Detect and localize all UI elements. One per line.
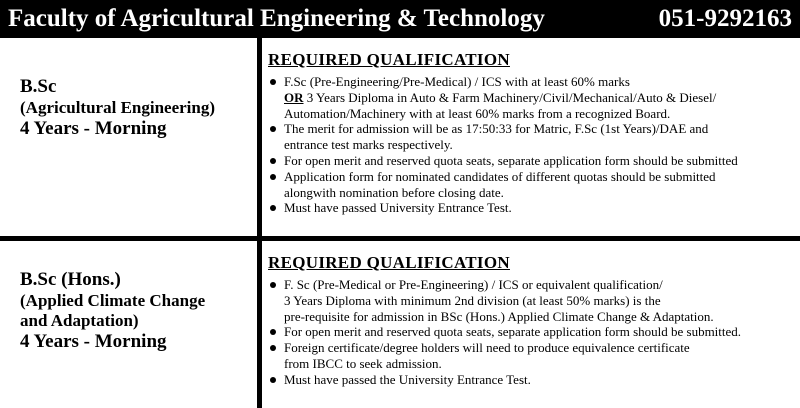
- program-2-duration: 4 Years - Morning: [20, 331, 167, 352]
- program-2-name-line-2: and Adaptation): [20, 311, 139, 330]
- bullet-icon: [270, 377, 276, 383]
- program-2-info: [20, 269, 205, 353]
- program-1-degree: B.Sc: [20, 76, 57, 97]
- program-1-info: [20, 76, 215, 140]
- list-item: F.Sc (Pre-Engineering/Pre-Medical) / ICS with at least 60% marks OR 3 Years Diploma in Auto & Farm Machinery/Civil/Mechanical/Auto & Diesel/ Automation/Machinery with at least 60% marks from a recognized Board.: [268, 74, 798, 121]
- bullet-icon: [270, 158, 276, 164]
- list-item: Foreign certificate/degree holders will need to produce equivalence certificate from IBCC to seek admission.: [268, 340, 798, 372]
- phone-number: 051-9292163: [658, 5, 792, 32]
- program-1-duration: 4 Years - Morning: [20, 118, 167, 139]
- list-item: For open merit and reserved quota seats, separate application form should be submitted.: [268, 324, 798, 340]
- vertical-divider: [257, 38, 262, 408]
- program-1-qualification-title: REQUIRED QUALIFICATION: [268, 50, 510, 69]
- program-2-qualification: [268, 253, 798, 388]
- list-item: The merit for admission will be as 17:50:33 for Matric, F.Sc (1st Years)/DAE and entrance test marks respectively.: [268, 121, 798, 153]
- list-item: Application form for nominated candidates of different quotas should be submitted alongwith nomination before closing date.: [268, 169, 798, 201]
- or-keyword: OR: [284, 89, 304, 105]
- bullet-icon: [270, 282, 276, 288]
- program-2-requirements: [268, 277, 798, 388]
- list-item: Must have passed the University Entrance Test.: [268, 372, 798, 388]
- program-2-degree: B.Sc (Hons.): [20, 269, 121, 290]
- program-2-qualification-title: REQUIRED QUALIFICATION: [268, 253, 510, 272]
- bullet-icon: [270, 174, 276, 180]
- list-item: For open merit and reserved quota seats, separate application form should be submitted: [268, 153, 798, 169]
- bullet-icon: [270, 126, 276, 132]
- program-1-qualification: [268, 50, 798, 216]
- bullet-icon: [270, 345, 276, 351]
- list-item: Must have passed University Entrance Test.: [268, 200, 798, 216]
- program-2-name-line-1: (Applied Climate Change: [20, 291, 206, 310]
- bullet-icon: [270, 205, 276, 211]
- bullet-icon: [270, 329, 276, 335]
- program-1-requirements: [268, 74, 798, 216]
- bullet-icon: [270, 79, 276, 85]
- faculty-title: Faculty of Agricultural Engineering & Technology: [8, 5, 545, 32]
- list-item: F. Sc (Pre-Medical or Pre-Engineering) / ICS or equivalent qualification/ 3 Years Diploma with minimum 2nd division (at least 50% marks) is the pre-requisite for admission in BSc (Hons.) Applied Climate Change & Adaptation.: [268, 277, 798, 324]
- horizontal-divider: [0, 236, 800, 241]
- header-bar: [0, 0, 800, 38]
- program-1-name: (Agricultural Engineering): [20, 98, 216, 117]
